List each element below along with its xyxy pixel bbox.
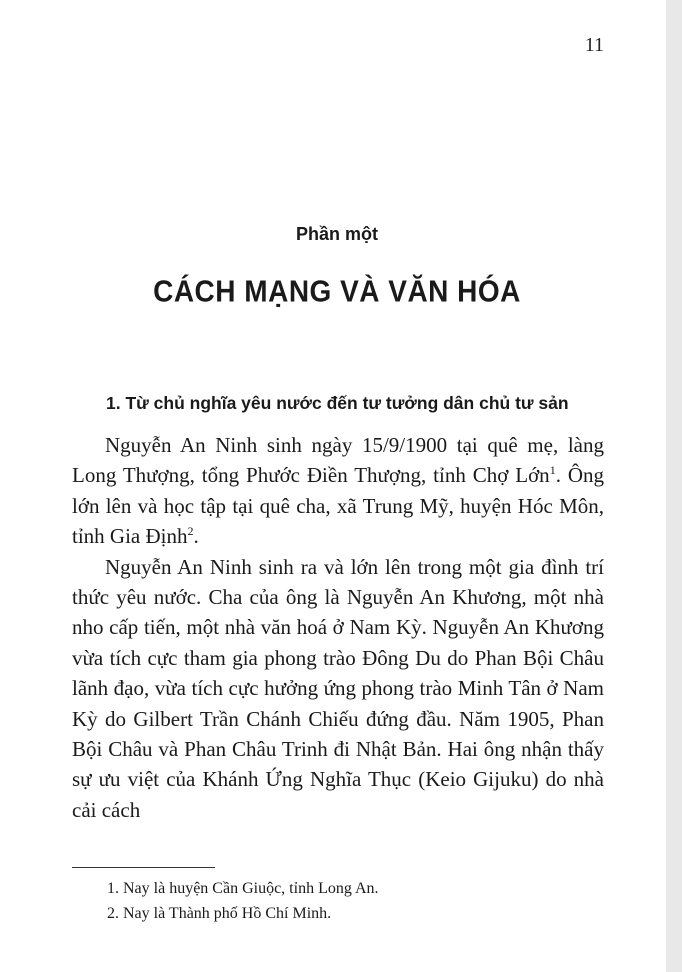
page-edge [666, 0, 682, 972]
footnotes [107, 876, 607, 926]
paragraph-2: Nguyễn An Ninh sinh ra và lớn lên trong một gia đình trí thức yêu nước. Cha của ông là Nguyễn An Khương, một nhà nho cấp tiến, một nhà văn hoá ở Nam Kỳ. Nguyễn An Khương vừa tích cực tham gia phong trào Đông Du do Phan Bội Châu lãnh đạo, vừa tích cực hưởng ứng phong trào Minh Tân ở Nam Kỳ do Gilbert Trần Chánh Chiếu đứng đầu. Năm 1905, Phan Bội Châu và Phan Châu Trinh đi Nhật Bản. Hai ông nhận thấy sự ưu việt của Khánh Ứng Nghĩa Thục (Keio Gijuku) do nhà cải cách [72, 554, 604, 822]
paragraph-1 [72, 430, 604, 552]
part-label: Phần một [295, 224, 378, 244]
body-text [72, 430, 604, 825]
footnote-ref-1[interactable]: 1 [549, 463, 556, 478]
chapter-title: CÁCH MẠNG VÀ VĂN HÓA [153, 274, 521, 309]
page-number: 11 [584, 34, 604, 56]
paragraph-1-text-a: Nguyễn An Ninh sinh ngày 15/9/1900 tại quê mẹ, làng Long Thượng, tổng Phước Điền Thượng, tỉnh Chợ Lớn [72, 433, 604, 488]
footnote-2: 2. Nay là Thành phố Hồ Chí Minh. [107, 905, 332, 922]
section-heading: 1. Từ chủ nghĩa yêu nước đến tư tưởng dân chủ tư sản [106, 393, 569, 413]
footnote-ref-2[interactable]: 2 [187, 524, 194, 539]
footnote-1: 1. Nay là huyện Cần Giuộc, tỉnh Long An. [107, 880, 379, 897]
paragraph-1-text-c: . [193, 524, 199, 549]
paragraph-1-text-b: . Ông lớn lên và học tập tại quê cha, xã Trung Mỹ, huyện Hóc Môn, tỉnh Gia Định [72, 463, 604, 549]
footnote-divider [72, 867, 215, 868]
